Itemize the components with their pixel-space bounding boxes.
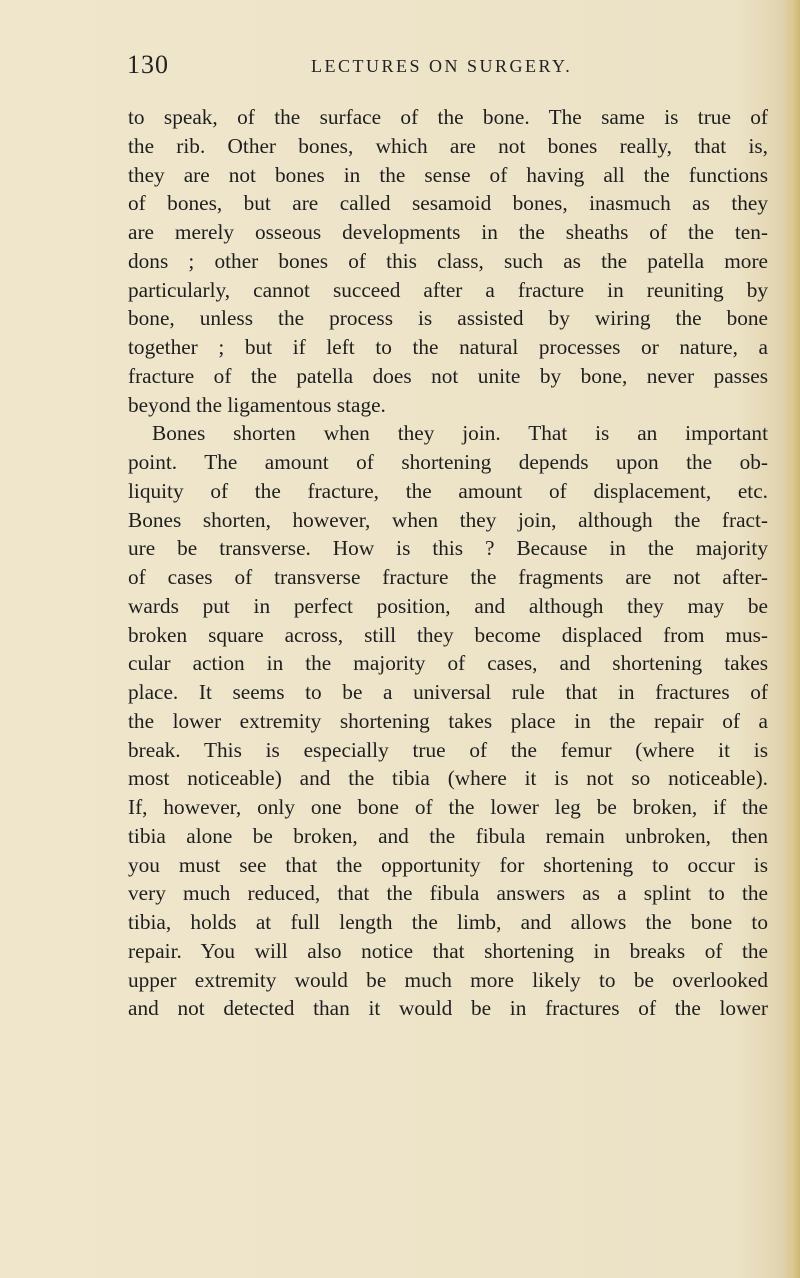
text-line: tibia alone be broken, and the fibula remain unbroken, then (128, 823, 768, 848)
text-line: particularly, cannot succeed after a fracture in reuniting by (128, 277, 768, 302)
text-line: bone, unless the process is assisted by wiring the bone (128, 306, 768, 331)
text-line: the lower extremity shortening takes place in the repair of a (128, 708, 768, 733)
text-line: place. It seems to be a universal rule that in fractures of (128, 680, 768, 704)
page-number: 130 (127, 50, 169, 79)
text-line: Bones shorten, however, when they join, although the fract- (128, 507, 768, 532)
text-line: repair. You will also notice that shortening in breaks of the (128, 938, 768, 963)
text-line: and not detected than it would be in fractures of the lower (128, 996, 768, 1021)
text-line: broken square across, still they become displaced from mus- (128, 622, 768, 647)
text-line: liquity of the fracture, the amount of displacement, etc. (128, 478, 768, 503)
page-edge-shadow (784, 0, 800, 1278)
text-line: break. This is especially true of the femur (where it is (128, 737, 768, 762)
text-line: very much reduced, that the fibula answers as a splint to the (128, 881, 768, 906)
text-line: If, however, only one bone of the lower leg be broken, if the (128, 795, 768, 819)
text-line: together ; but if left to the natural processes or nature, a (128, 335, 768, 359)
text-line: tibia, holds at full length the limb, and allows the bone to (128, 910, 768, 934)
text-line: they are not bones in the sense of having all the functions (128, 162, 768, 187)
text-line: cular action in the majority of cases, and shortening takes (128, 651, 768, 676)
text-line: the rib. Other bones, which are not bones really, that is, (128, 133, 768, 158)
text-line: of bones, but are called sesamoid bones, inasmuch as they (128, 191, 768, 216)
text-line: you must see that the opportunity for shortening to occur is (128, 852, 768, 877)
text-line: of cases of transverse fracture the fragments are not after- (128, 565, 768, 589)
text-line: point. The amount of shortening depends upon the ob- (128, 450, 768, 474)
paragraph-end-line: beyond the ligamentous stage. (128, 392, 386, 417)
text-line: most noticeable) and the tibia (where it is not so noticeable). (128, 766, 768, 791)
text-line: fracture of the patella does not unite by bone, never passes (128, 363, 768, 388)
text-line: are merely osseous developments in the sheaths of the ten- (128, 220, 768, 244)
text-line: ure be transverse. How is this ? Because in the majority (128, 536, 768, 561)
text-line: wards put in perfect position, and although they may be (128, 593, 768, 618)
paragraph-start-line: Bones shorten when they join. That is an important (152, 421, 768, 446)
text-line: upper extremity would be much more likely to be overlooked (128, 967, 768, 992)
text-line: to speak, of the surface of the bone. The same is true of (128, 105, 768, 129)
page-header (0, 50, 800, 90)
body-text (128, 103, 768, 1023)
text-line: dons ; other bones of this class, such as the patella more (128, 248, 768, 273)
running-head: LECTURES ON SURGERY. (311, 56, 573, 76)
